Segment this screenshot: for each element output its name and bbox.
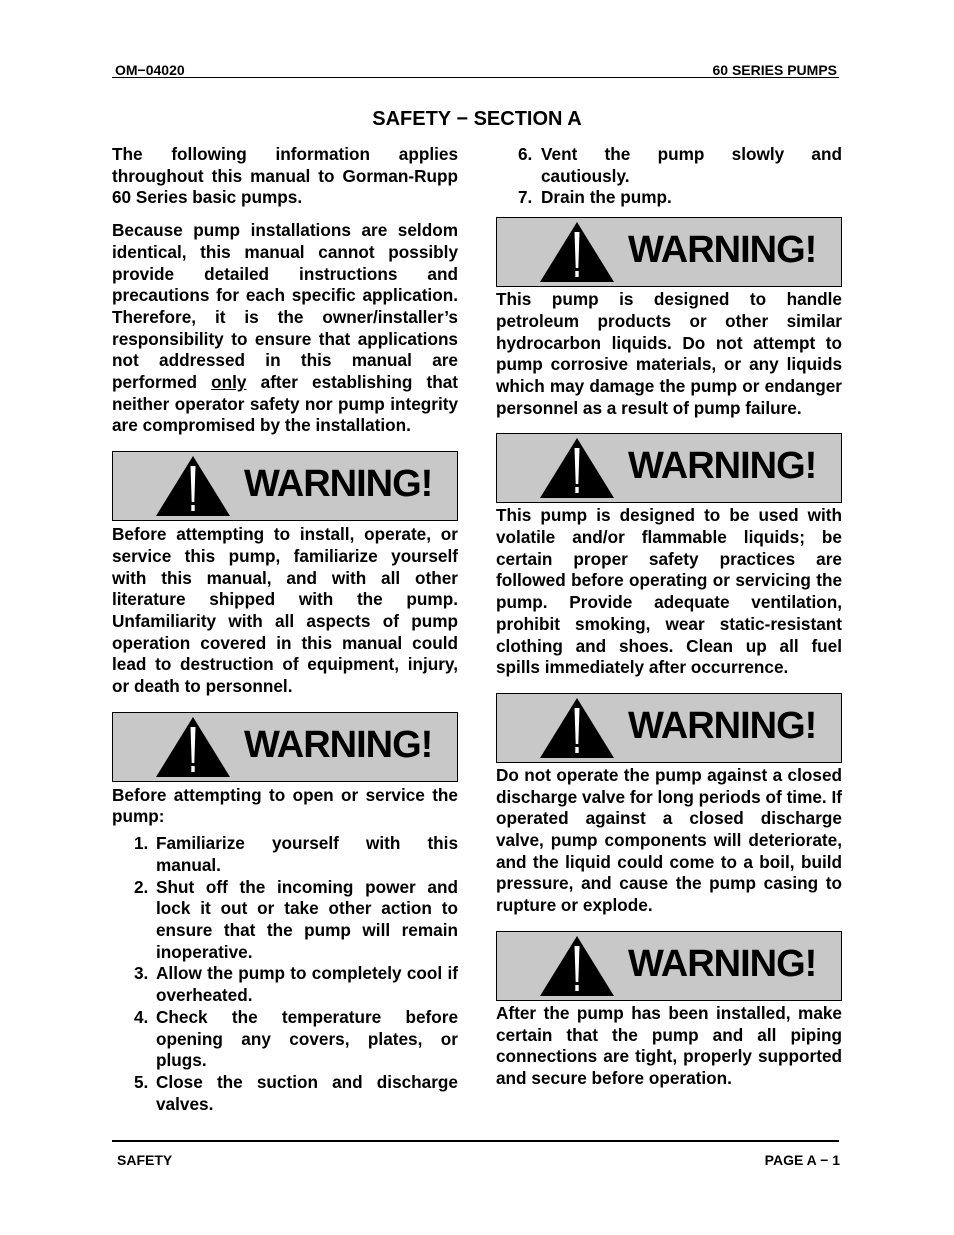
step-text: Vent the pump slowly and cautiously. xyxy=(541,144,842,186)
document-id: OM−04020 xyxy=(115,62,185,78)
warning-5-text: Do not operate the pump against a closed discharge valve for long periods of time. If operated against a closed discharge valve, pump components will deteriorate, and the liquid could come to a boil, build pressure, and cause the pump casing to rupture or explode. xyxy=(496,764,842,916)
warning-box-2 xyxy=(112,712,458,782)
warning-box-1 xyxy=(112,451,458,521)
warning-label: WARNING! xyxy=(244,723,433,766)
header-rule xyxy=(112,77,839,78)
warning-1-text: Before attempting to install, operate, or service this pump, familiarize yourself with this manual, and with all other literature shipped with the pump. Unfamiliarity with all aspects of pump operation covered in this manual could lead to destruction of equipment, injury, or death to personnel. xyxy=(112,524,458,697)
step-number: 3. xyxy=(134,963,149,984)
step-text: Shut off the incoming power and lock it out or take other action to ensure that the pump will remain inoperative. xyxy=(156,876,458,962)
section-title: SAFETY − SECTION A xyxy=(372,108,582,130)
step-number: 2. xyxy=(134,876,149,897)
exclamation-triangle-icon xyxy=(538,697,616,759)
exclamation-triangle-icon xyxy=(154,455,232,517)
document-series: 60 SERIES PUMPS xyxy=(712,62,837,78)
exclamation-triangle-icon xyxy=(154,716,232,778)
responsibility-emphasis: only xyxy=(211,372,247,393)
list-item xyxy=(496,187,842,209)
responsibility-paragraph xyxy=(112,220,458,437)
footer-section: SAFETY xyxy=(117,1152,173,1168)
warning-label: WARNING! xyxy=(628,704,817,747)
exclamation-triangle-icon xyxy=(538,437,616,499)
exclamation-triangle-icon xyxy=(538,935,616,997)
warning-label: WARNING! xyxy=(628,229,817,272)
warning-box-6 xyxy=(496,931,842,1001)
warning-label: WARNING! xyxy=(628,942,817,985)
warning-6-text: After the pump has been installed, make certain that the pump and all piping connections are tight, properly supported and secure before operation. xyxy=(496,1002,842,1088)
page-number: PAGE A − 1 xyxy=(764,1152,840,1168)
responsibility-text-b: after establishing that neither operator safety nor pump integrity are compromised by the installation. xyxy=(112,372,458,436)
footer-rule xyxy=(112,1140,839,1142)
warning-label: WARNING! xyxy=(244,463,433,506)
list-item xyxy=(496,144,842,187)
step-number: 6. xyxy=(518,144,533,164)
warning-2-intro: Before attempting to open or service the pump: xyxy=(112,784,458,827)
warning-3-text: This pump is designed to handle petroleum products or other similar hydrocarbon liquids. Do not attempt to pump corrosive materials, or any liquids which may damage the pump or endanger personnel as a result of pump failure. xyxy=(496,289,842,418)
step-text: Drain the pump. xyxy=(541,187,672,208)
step-text: Check the temperature before opening any covers, plates, or plugs. xyxy=(156,1006,458,1071)
warning-box-4 xyxy=(496,433,842,503)
exclamation-triangle-icon xyxy=(538,221,616,283)
list-item xyxy=(112,877,458,964)
responsibility-text-a: Because pump installations are seldom identical, this manual cannot possibly provide detailed instructions and precautions for each specific application. Therefore, it is the owner/installer’s responsibility to ensure that applications not addressed in this manual are performed xyxy=(112,220,458,393)
step-text: Close the suction and discharge valves. xyxy=(156,1071,458,1114)
list-item xyxy=(112,1007,458,1072)
step-number: 1. xyxy=(134,833,149,854)
warning-4-text: This pump is designed to be used with volatile and/or flammable liquids; be certain proper safety practices are followed before operating or servicing the pump. Provide adequate ventilation, prohibit smoking, wear static-resistant clothing and shoes. Clean up all fuel spills immediately after occurrence. xyxy=(496,505,842,678)
service-steps-list-continued xyxy=(496,144,842,209)
warning-label: WARNING! xyxy=(628,445,817,488)
list-item xyxy=(112,963,458,1006)
left-column xyxy=(112,144,458,1115)
warning-box-5 xyxy=(496,693,842,763)
list-item xyxy=(112,1072,458,1115)
step-number: 5. xyxy=(134,1071,149,1092)
service-steps-list xyxy=(112,833,458,1115)
step-number: 4. xyxy=(134,1006,149,1027)
step-number: 7. xyxy=(518,187,533,208)
right-column xyxy=(496,144,842,1090)
intro-paragraph: The following information applies throughout this manual to Gorman-Rupp 60 Series basic pumps. xyxy=(112,144,458,208)
list-item xyxy=(112,833,458,876)
warning-box-3 xyxy=(496,217,842,287)
step-text: Allow the pump to completely cool if overheated. xyxy=(156,963,458,1006)
step-text: Familiarize yourself with this manual. xyxy=(156,833,458,875)
